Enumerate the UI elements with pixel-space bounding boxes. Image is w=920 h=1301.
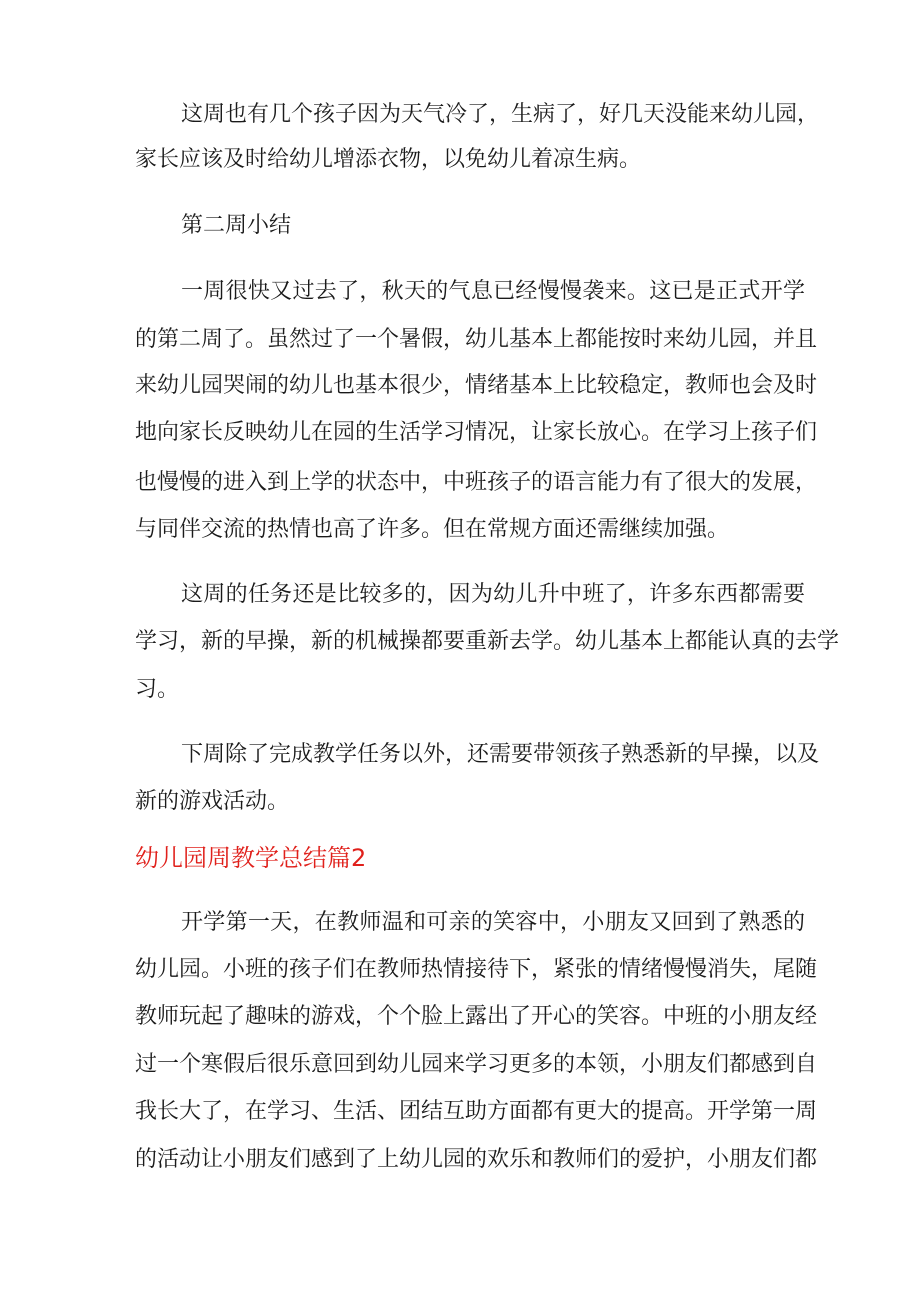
text-line: 下周除了完成教学任务以外，还需要带领孩子熟悉新的早操，以及 (181, 742, 820, 767)
text-line: 新的游戏活动。 (135, 789, 290, 814)
text-line: 教师玩起了趣味的游戏，个个脸上露出了开心的笑容。中班的小朋友经 (135, 1004, 818, 1029)
text-line: 这周也有几个孩子因为天气冷了，生病了，好几天没能来幼儿园， (181, 102, 820, 127)
text-line: 习。 (135, 677, 180, 702)
text-line: 一周很快又过去了，秋天的气息已经慢慢袭来。这已是正式开学 (181, 279, 805, 304)
text-line: 这周的任务还是比较多的，因为幼儿升中班了，许多东西都需要 (181, 582, 805, 607)
text-line: 与同伴交流的热情也高了许多。但在常规方面还需继续加强。 (135, 517, 730, 542)
text-line: 的活动让小朋友们感到了上幼儿园的欢乐和教师们的爱护，小朋友们都 (135, 1147, 818, 1172)
text-line: 也慢慢的进入到上学的状态中，中班孩子的语言能力有了很大的发展， (135, 470, 818, 495)
text-line: 过一个寒假后很乐意回到幼儿园来学习更多的本领，小朋友们都感到自 (135, 1052, 818, 1077)
text-line: 幼儿园。小班的孩子们在教师热情接待下，紧张的情绪慢慢消失，尾随 (135, 957, 818, 982)
text-line: 我长大了，在学习、生活、团结互助方面都有更大的提高。开学第一周 (135, 1099, 818, 1124)
section-heading: 幼儿园周教学总结篇2 (135, 844, 367, 872)
text-line: 学习，新的早操，新的机械操都要重新去学。幼儿基本上都能认真的去学 (135, 629, 840, 654)
text-line: 的第二周了。虽然过了一个暑假，幼儿基本上都能按时来幼儿园，并且 (135, 327, 818, 352)
text-line: 来幼儿园哭闹的幼儿也基本很少，情绪基本上比较稳定，教师也会及时 (135, 373, 818, 398)
text-line: 开学第一天，在教师温和可亲的笑容中，小朋友又回到了熟悉的 (181, 910, 805, 935)
subsection-title: 第二周小结 (181, 213, 292, 238)
text-line: 家长应该及时给幼儿增添衣物，以免幼儿着凉生病。 (135, 147, 642, 172)
text-line: 地向家长反映幼儿在园的生活学习情况，让家长放心。在学习上孩子们 (135, 420, 818, 445)
